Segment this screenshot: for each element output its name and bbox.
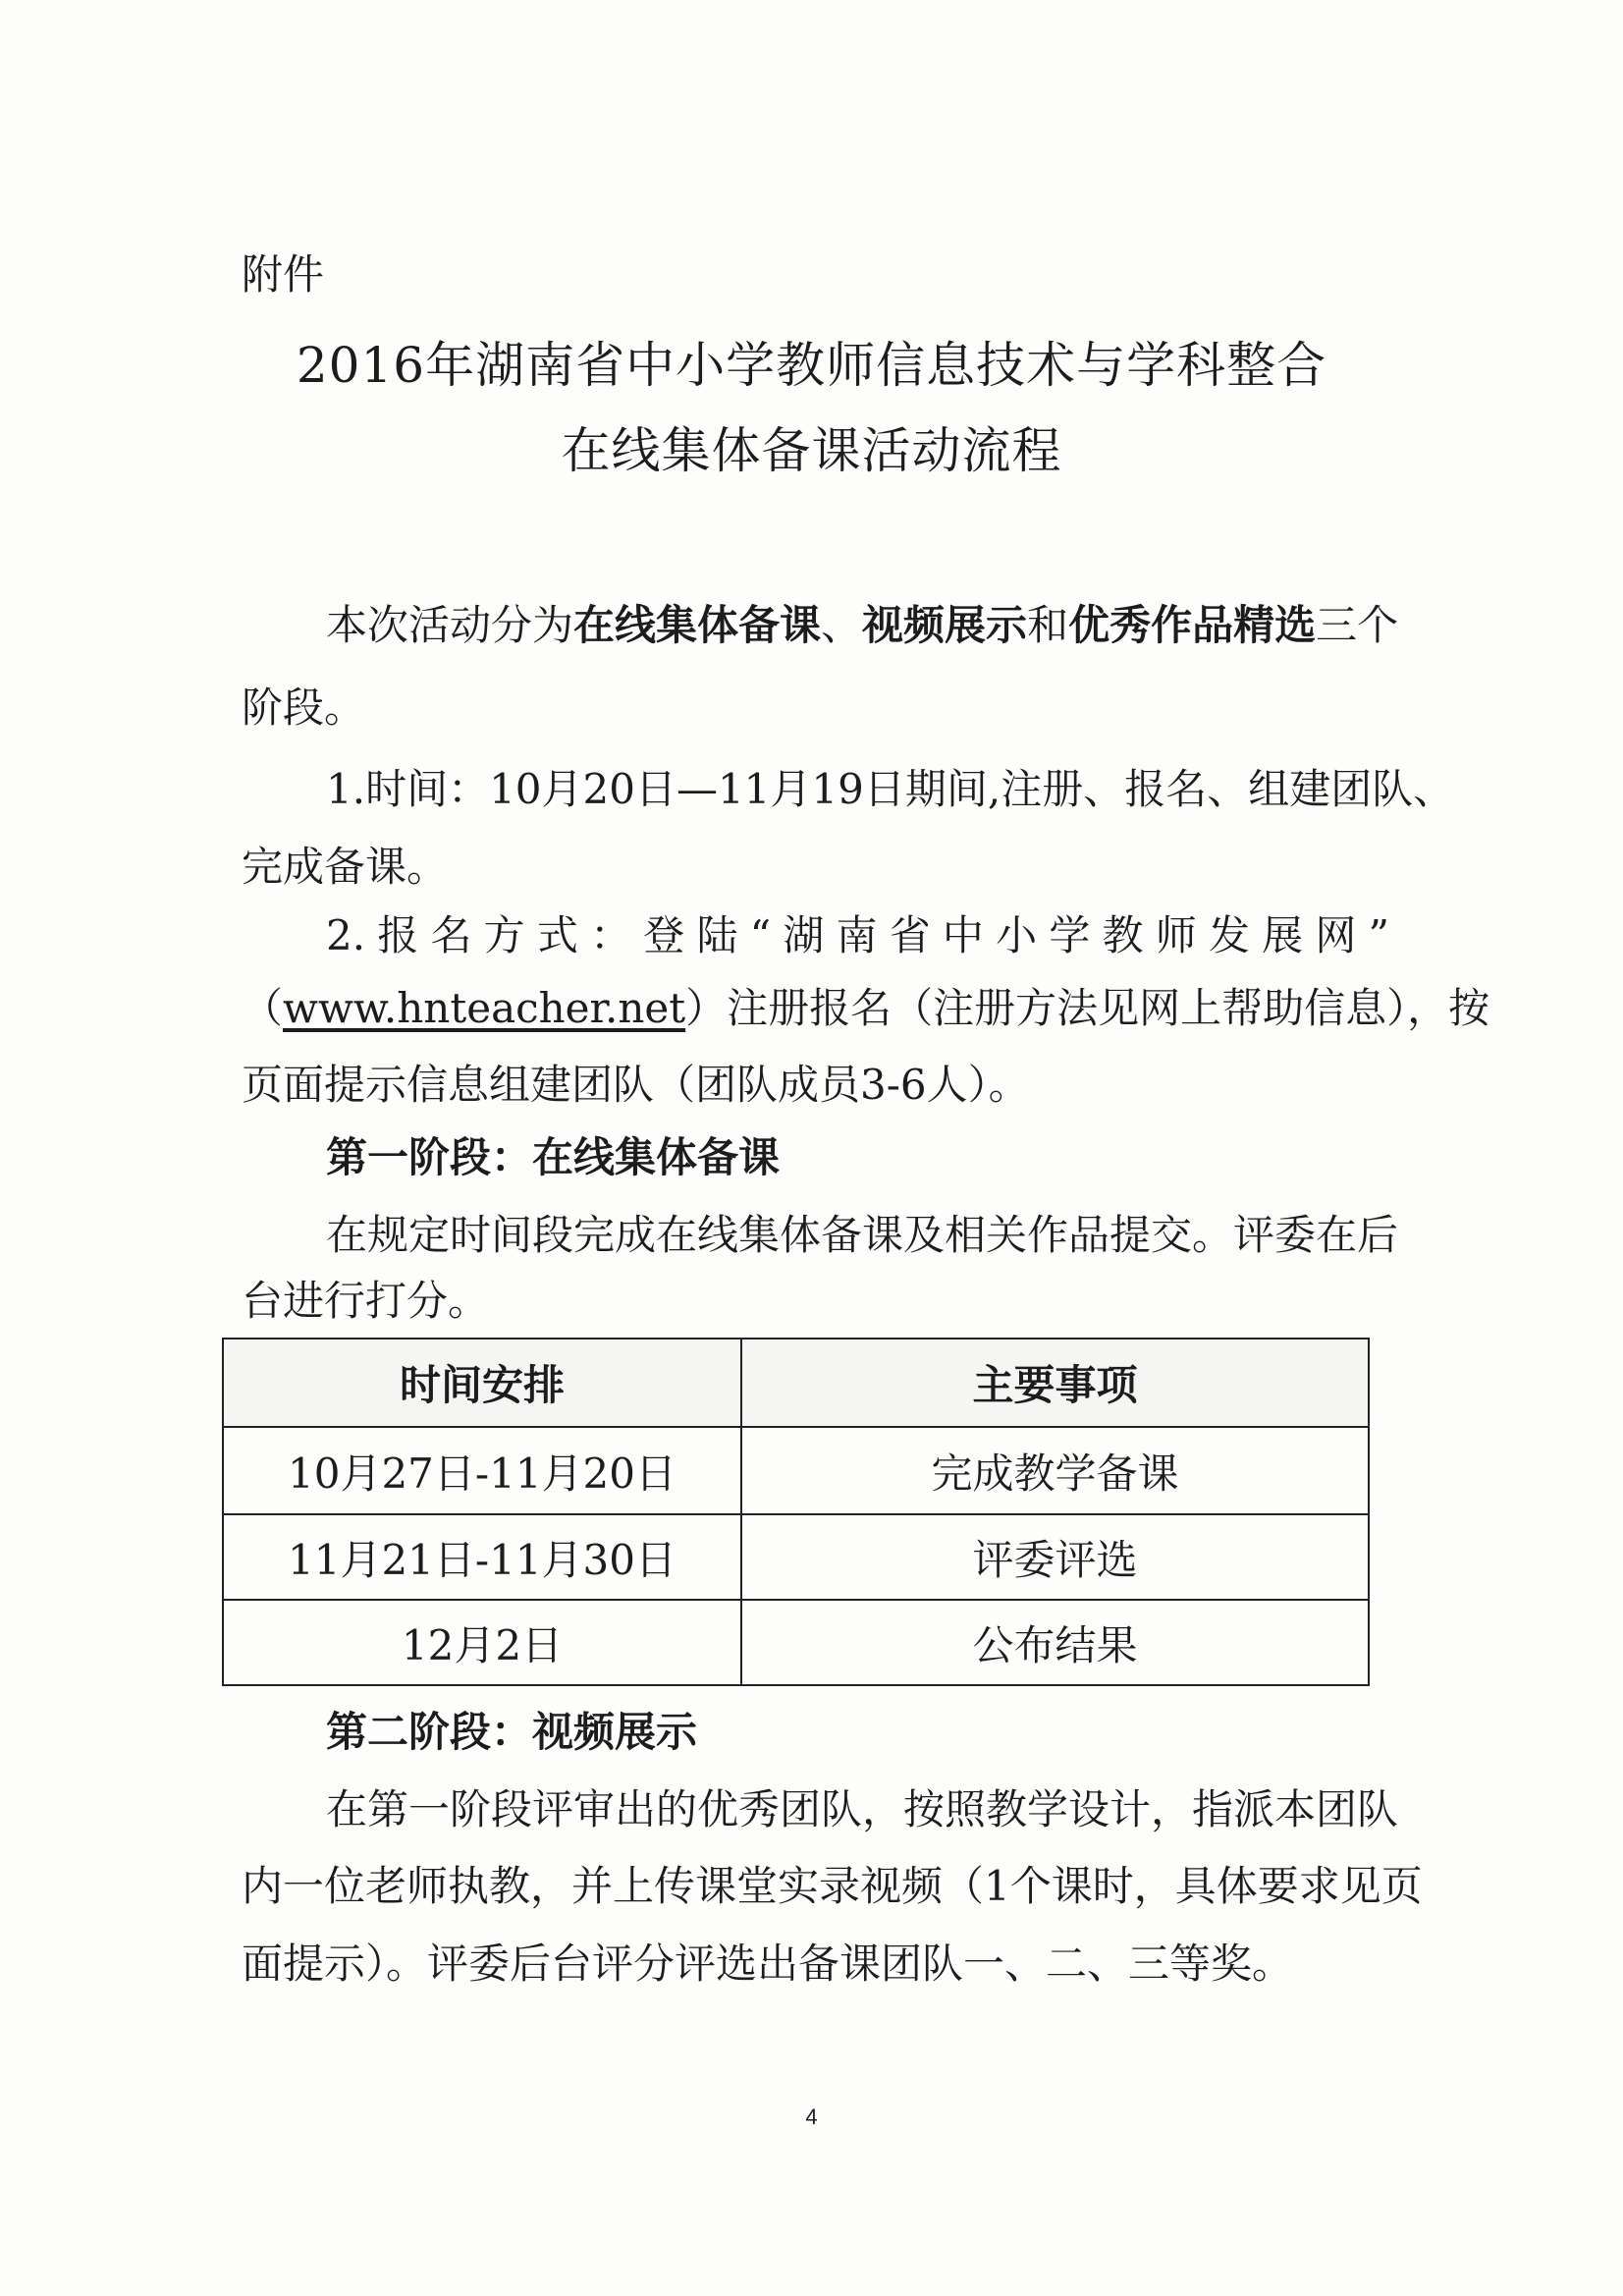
stage-name-excellent-works: 优秀作品精选 bbox=[1068, 601, 1317, 649]
stage-name-video-showcase: 视频展示 bbox=[862, 601, 1028, 649]
table-cell-matter: 公布结果 bbox=[741, 1600, 1369, 1685]
table-cell-time: 11月21日-11月30日 bbox=[223, 1514, 741, 1600]
stage-1-text-line-1: 在规定时间段完成在线集体备课及相关作品提交。评委在后 bbox=[326, 1211, 1399, 1259]
website-url-link: www.hnteacher.net bbox=[283, 984, 686, 1032]
stage-2-text-line-1: 在第一阶段评审出的优秀团队，按照教学设计，指派本团队 bbox=[326, 1785, 1399, 1833]
attachment-label: 附件 bbox=[242, 250, 325, 299]
intro-line-2: 阶段。 bbox=[242, 683, 366, 732]
item-1-line-1: 1.时间：10月20日—11月19日期间,注册、报名、组建团队、 bbox=[326, 765, 1455, 813]
table-row bbox=[223, 1427, 1369, 1514]
stage-2-heading: 第二阶段：视频展示 bbox=[326, 1708, 698, 1756]
intro-separator: 和 bbox=[1027, 601, 1069, 649]
item-1-line-2: 完成备课。 bbox=[242, 843, 449, 891]
page-number: 4 bbox=[805, 2105, 818, 2129]
item-2-line-3: 页面提示信息组建团队（团队成员3-6人）。 bbox=[242, 1061, 1030, 1109]
column-header-matter: 主要事项 bbox=[741, 1339, 1369, 1427]
stage-name-online-lesson-prep: 在线集体备课 bbox=[573, 601, 822, 649]
item-2-line-2 bbox=[242, 979, 1490, 1038]
item-2-line-1: 2.报名方式：登陆“湖南省中小学教师发展网” bbox=[326, 911, 1389, 959]
table-cell-matter: 完成教学备课 bbox=[741, 1427, 1369, 1514]
schedule-table bbox=[222, 1338, 1370, 1686]
table-header-row bbox=[223, 1339, 1369, 1427]
table-cell-time: 10月27日-11月20日 bbox=[223, 1427, 741, 1514]
table-row bbox=[223, 1600, 1369, 1685]
intro-separator: 、 bbox=[821, 601, 863, 649]
table-cell-time: 12月2日 bbox=[223, 1600, 741, 1685]
stage-1-heading: 第一阶段：在线集体备课 bbox=[326, 1133, 781, 1181]
stage-2-text-line-2: 内一位老师执教，并上传课堂实录视频（1个课时，具体要求见页 bbox=[242, 1862, 1423, 1910]
paren-open: （ bbox=[242, 984, 284, 1032]
table-cell-matter: 评委评选 bbox=[741, 1514, 1369, 1600]
table-row bbox=[223, 1514, 1369, 1600]
intro-tail: 三个 bbox=[1316, 601, 1399, 649]
title-line-2: 在线集体备课活动流程 bbox=[561, 422, 1062, 479]
item-2-line-2-rest: ）注册报名（注册方法见网上帮助信息），按 bbox=[685, 984, 1490, 1032]
intro-line-1 bbox=[326, 596, 1399, 655]
stage-2-text-line-3: 面提示）。评委后台评分评选出备课团队一、二、三等奖。 bbox=[242, 1940, 1294, 1988]
intro-lead: 本次活动分为 bbox=[326, 601, 574, 649]
stage-1-text-line-2: 台进行打分。 bbox=[242, 1277, 490, 1325]
title-line-1: 2016年湖南省中小学教师信息技术与学科整合 bbox=[296, 337, 1327, 394]
column-header-time: 时间安排 bbox=[223, 1339, 741, 1427]
